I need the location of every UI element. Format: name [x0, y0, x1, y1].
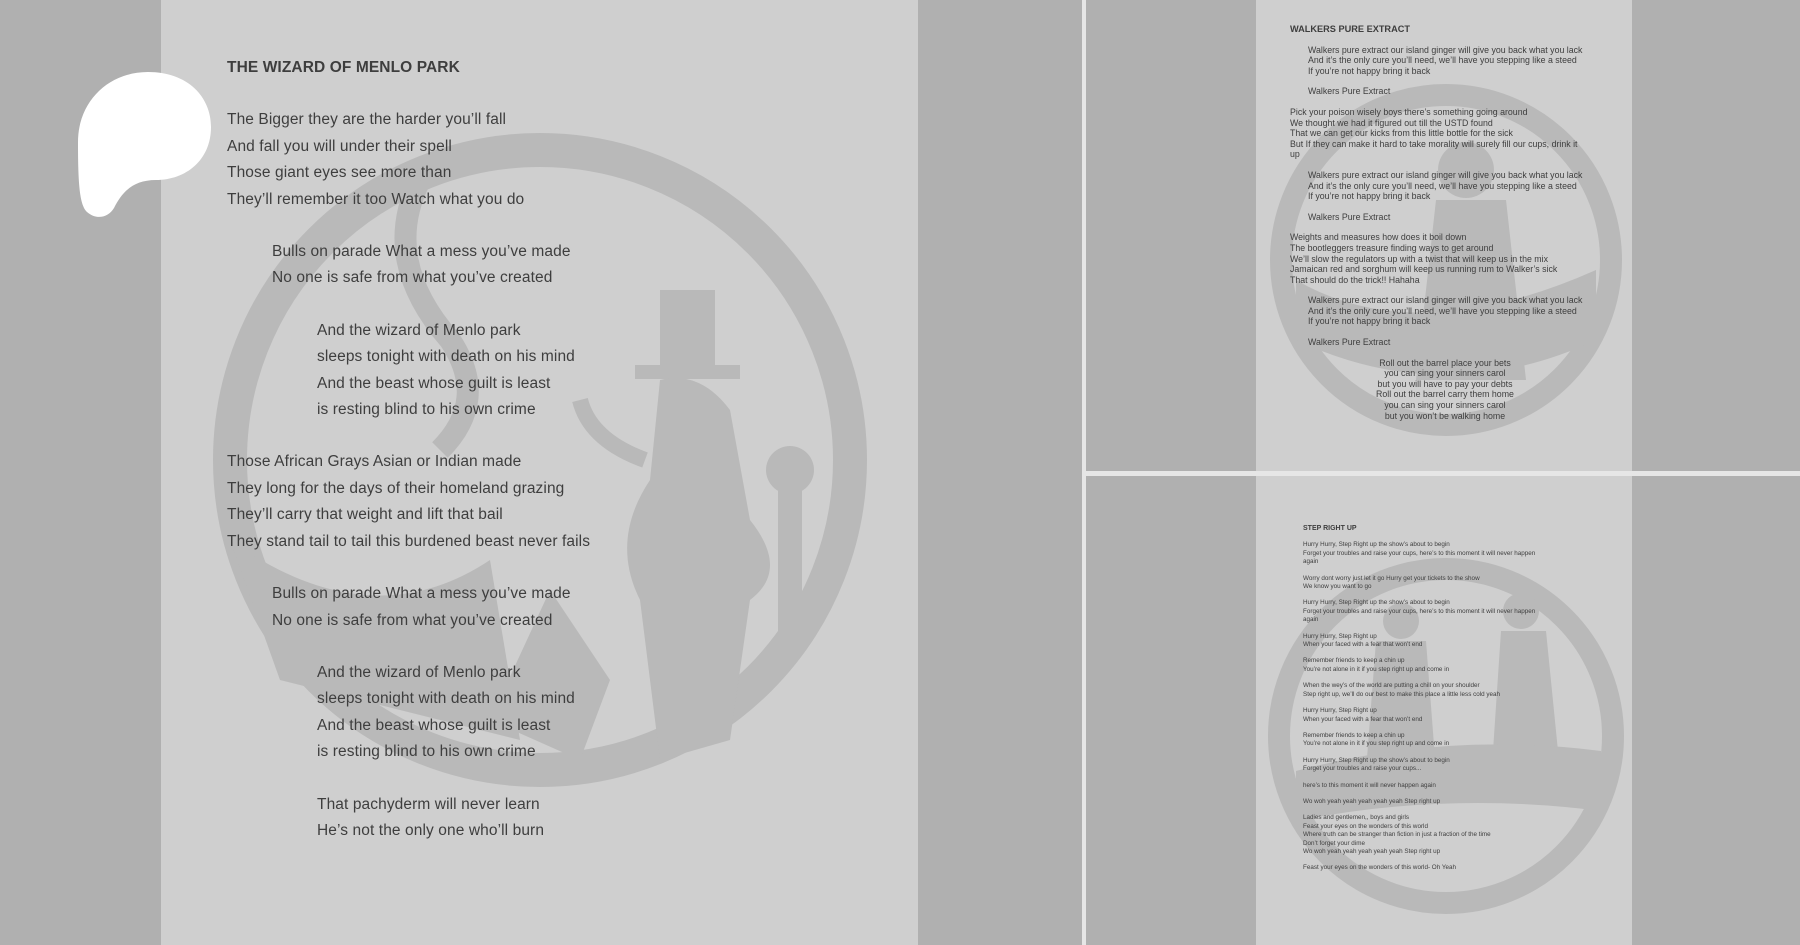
walkers-lyric-line: The bootleggers treasure finding ways to get around: [1290, 242, 1494, 253]
wizard-lyric-line: sleeps tonight with death on his mind: [317, 348, 575, 366]
walkers-lyric-line: We’ll slow the regulators up with a twist that will keep us in the mix: [1290, 253, 1548, 264]
walkers-stanza: [1290, 337, 1600, 348]
wizard-stanza: [227, 107, 590, 213]
walkers-stanza: [1290, 358, 1600, 422]
step-right-up-lyric-line: Forget your troubles and raise your cups, here’s to this moment it will never happen: [1303, 607, 1536, 615]
thumbnail-step-right-up[interactable]: [1086, 476, 1800, 945]
walkers-lyric-line: And it’s the only cure you’ll need, we’ll have you stepping like a steed: [1308, 180, 1577, 191]
step-right-up-lyric-line: Hurry Hurry, Step Right up the show’s about to begin: [1303, 756, 1450, 764]
walkers-stanza: [1290, 212, 1600, 223]
walkers-lyric-line: If you’re not happy bring it back: [1308, 191, 1431, 202]
step-right-up-lyric-line: Worry dont worry just let it go Hurry get your tickets to the show: [1303, 574, 1480, 582]
wizard-stanza: [227, 449, 590, 555]
step-right-up-lyric-line: Ladies and gentlemen,, boys and girls: [1303, 814, 1410, 822]
wizard-lyric-line: They stand tail to tail this burdened beast never fails: [227, 532, 591, 550]
step-right-up-lyric-line: Where truth can be stranger than fiction in just a fraction of the time: [1303, 831, 1491, 839]
wizard-lyric-line: That pachyderm will never learn: [317, 795, 540, 813]
wizard-lyric-line: And the wizard of Menlo park: [317, 663, 521, 681]
step-right-up-stanza: [1303, 732, 1535, 749]
step-right-up-lyric-line: Hurry Hurry, Step Right up the show’s about to begin: [1303, 599, 1450, 607]
wizard-lyric-line: They’ll remember it too Watch what you do: [227, 190, 525, 208]
step-right-up-lyric-line: Hurry Hurry, Step Right up: [1303, 632, 1377, 640]
wizard-lyric-line: And the beast whose guilt is least: [317, 716, 551, 734]
wizard-lyric-line: is resting blind to his own crime: [317, 743, 536, 761]
walkers-stanza: [1290, 295, 1600, 327]
step-right-up-lyric-line: here’s to this moment it will never happen again: [1303, 781, 1436, 789]
step-right-up-lyric-line: again: [1303, 616, 1319, 624]
step-right-up-lyric-line: Wo woh yeah yeah yeah yeah yeah Step right up: [1303, 797, 1441, 805]
walkers-lyric-line: but you won’t be walking home: [1384, 410, 1506, 421]
wizard-lyric-line: They long for the days of their homeland grazing: [227, 479, 565, 497]
wizard-lyric-line: He’s not the only one who’ll burn: [317, 821, 545, 839]
step-right-up-lyric-line: Forget your troubles and raise your cups...: [1303, 765, 1422, 773]
wizard-lyric-line: And the wizard of Menlo park: [317, 321, 521, 339]
step-right-up-lyric-line: When your faced with a fear that won’t end: [1303, 715, 1423, 723]
step-right-up-stanza: [1303, 798, 1535, 806]
step-right-up-lyric-line: You’re not alone in it if you step right up and come in: [1303, 740, 1450, 748]
step-right-up-title: STEP RIGHT UP: [1303, 525, 1357, 532]
walkers-lyric-line: up: [1290, 149, 1300, 160]
wizard-lyric-line: sleeps tonight with death on his mind: [317, 690, 575, 708]
step-right-up-lyric-line: Hurry Hurry, Step Right up: [1303, 707, 1377, 715]
walkers-lyric-line: Walkers Pure Extract: [1308, 211, 1391, 222]
walkers-stanza: [1290, 86, 1600, 97]
step-right-up-lyric-line: You’re not alone in it if you step right up and come in: [1303, 665, 1450, 673]
wizard-stanza: [227, 239, 590, 292]
step-right-up-lyrics: [1303, 525, 1535, 881]
step-right-up-stanza: [1303, 657, 1535, 674]
wizard-stanza: [227, 318, 590, 424]
step-right-up-lyric-line: again: [1303, 558, 1319, 566]
wizard-lyric-line: They’ll carry that weight and lift that bail: [227, 506, 503, 524]
walkers-lyric-line: If you’re not happy bring it back: [1308, 65, 1431, 76]
walkers-stanza: [1290, 107, 1600, 160]
wizard-lyric-line: No one is safe from what you’ve created: [272, 611, 553, 629]
walkers-lyric-line: but you will have to pay your debts: [1377, 378, 1513, 389]
step-right-up-stanza: [1303, 757, 1535, 774]
wizard-stanza: [227, 581, 590, 634]
wizard-lyric-line: Those African Grays Asian or Indian made: [227, 453, 522, 471]
step-right-up-lyric-line: Wo woh yeah yeah yeah yeah yeah Step right up: [1303, 847, 1441, 855]
walkers-stanza: [1290, 170, 1600, 202]
walkers-lyric-line: Jamaican red and sorghum will keep us running rum to Walker’s sick: [1290, 264, 1558, 275]
step-right-up-lyric-line: Remember friends to keep a chin up: [1303, 657, 1405, 665]
step-right-up-stanza: [1303, 864, 1535, 872]
step-right-up-stanza: [1303, 814, 1535, 856]
wizard-lyric-line: And the beast whose guilt is least: [317, 374, 551, 392]
walkers-lyric-line: But If they can make it hard to take morality will surely fill our cups, drink it: [1290, 138, 1578, 149]
step-right-up-stanza: [1303, 541, 1535, 566]
step-right-up-lyric-line: We know you want to go: [1303, 583, 1372, 591]
walkers-lyric-line: you can sing your sinners carol: [1384, 400, 1506, 411]
step-right-up-lyric-line: Feast your eyes on the wonders of this world- Oh Yeah: [1303, 864, 1456, 872]
step-right-up-lyric-line: Forget your troubles and raise your cups, here’s to this moment it will never happen: [1303, 549, 1536, 557]
walkers-lyric-line: If you’re not happy bring it back: [1308, 316, 1431, 327]
wizard-title: THE WIZARD OF MENLO PARK: [227, 59, 460, 76]
walkers-lyric-line: That should do the trick!! Hahaha: [1290, 274, 1420, 285]
walkers-lyrics: [1290, 24, 1600, 431]
patreon-logo-icon[interactable]: [78, 72, 211, 217]
walkers-lyric-line: Roll out the barrel place your bets: [1379, 357, 1511, 368]
walkers-lyric-line: you can sing your sinners carol: [1384, 368, 1506, 379]
walkers-lyric-line: Walkers pure extract our island ginger will give you back what you lack: [1308, 295, 1583, 306]
walkers-lyric-line: We thought we had it figured out till the USTD found: [1290, 117, 1493, 128]
step-right-up-lyric-line: Don’t forget your dime: [1303, 839, 1365, 847]
walkers-stanza: [1290, 45, 1600, 77]
thumbnail-walkers[interactable]: [1086, 0, 1800, 471]
wizard-lyric-line: No one is safe from what you’ve created: [272, 269, 553, 287]
walkers-lyric-line: And it’s the only cure you’ll need, we’ll have you stepping like a steed: [1308, 305, 1577, 316]
wizard-stanza: [227, 660, 590, 766]
walkers-lyric-line: That we can get our kicks from this little bottle for the sick: [1290, 128, 1513, 139]
walkers-lyric-line: Walkers pure extract our island ginger will give you back what you lack: [1308, 44, 1583, 55]
step-right-up-stanza: [1303, 682, 1535, 699]
step-right-up-stanza: [1303, 575, 1535, 592]
wizard-lyrics: [227, 55, 590, 870]
walkers-lyric-line: Walkers pure extract our island ginger will give you back what you lack: [1308, 169, 1583, 180]
wizard-lyric-line: Bulls on parade What a mess you’ve made: [272, 243, 571, 261]
step-right-up-lyric-line: Hurry Hurry, Step Right up the show’s about to begin: [1303, 541, 1450, 549]
step-right-up-stanza: [1303, 599, 1535, 624]
walkers-lyric-line: Pick your poison wisely boys there’s something going around: [1290, 106, 1528, 117]
walkers-title: WALKERS PURE EXTRACT: [1290, 24, 1410, 34]
step-right-up-lyric-line: When the wey’s of the world are putting a chill on your shoulder: [1303, 682, 1480, 690]
step-right-up-stanza: [1303, 633, 1535, 650]
wizard-lyric-line: Those giant eyes see more than: [227, 164, 452, 182]
walkers-lyric-line: Walkers Pure Extract: [1308, 86, 1391, 97]
step-right-up-lyric-line: When your faced with a fear that won’t end: [1303, 641, 1423, 649]
wizard-lyric-line: Bulls on parade What a mess you’ve made: [272, 585, 571, 603]
wizard-lyric-line: is resting blind to his own crime: [317, 401, 536, 419]
step-right-up-lyric-line: Remember friends to keep a chin up: [1303, 731, 1405, 739]
step-right-up-stanza: [1303, 782, 1535, 790]
wizard-stanza: [227, 792, 590, 845]
step-right-up-lyric-line: Step right up, we’ll do our best to make this place a little less cold yeah: [1303, 690, 1501, 698]
walkers-stanza: [1290, 232, 1600, 285]
step-right-up-stanza: [1303, 707, 1535, 724]
wizard-lyric-line: And fall you will under their spell: [227, 137, 452, 155]
wizard-lyric-line: The Bigger they are the harder you’ll fall: [227, 111, 507, 129]
walkers-lyric-line: Walkers Pure Extract: [1308, 337, 1391, 348]
walkers-lyric-line: Weights and measures how does it boil down: [1290, 232, 1467, 243]
walkers-lyric-line: And it’s the only cure you’ll need, we’ll have you stepping like a steed: [1308, 55, 1577, 66]
step-right-up-lyric-line: Feast your eyes on the wonders of this world: [1303, 822, 1428, 830]
walkers-lyric-line: Roll out the barrel carry them home: [1376, 389, 1514, 400]
